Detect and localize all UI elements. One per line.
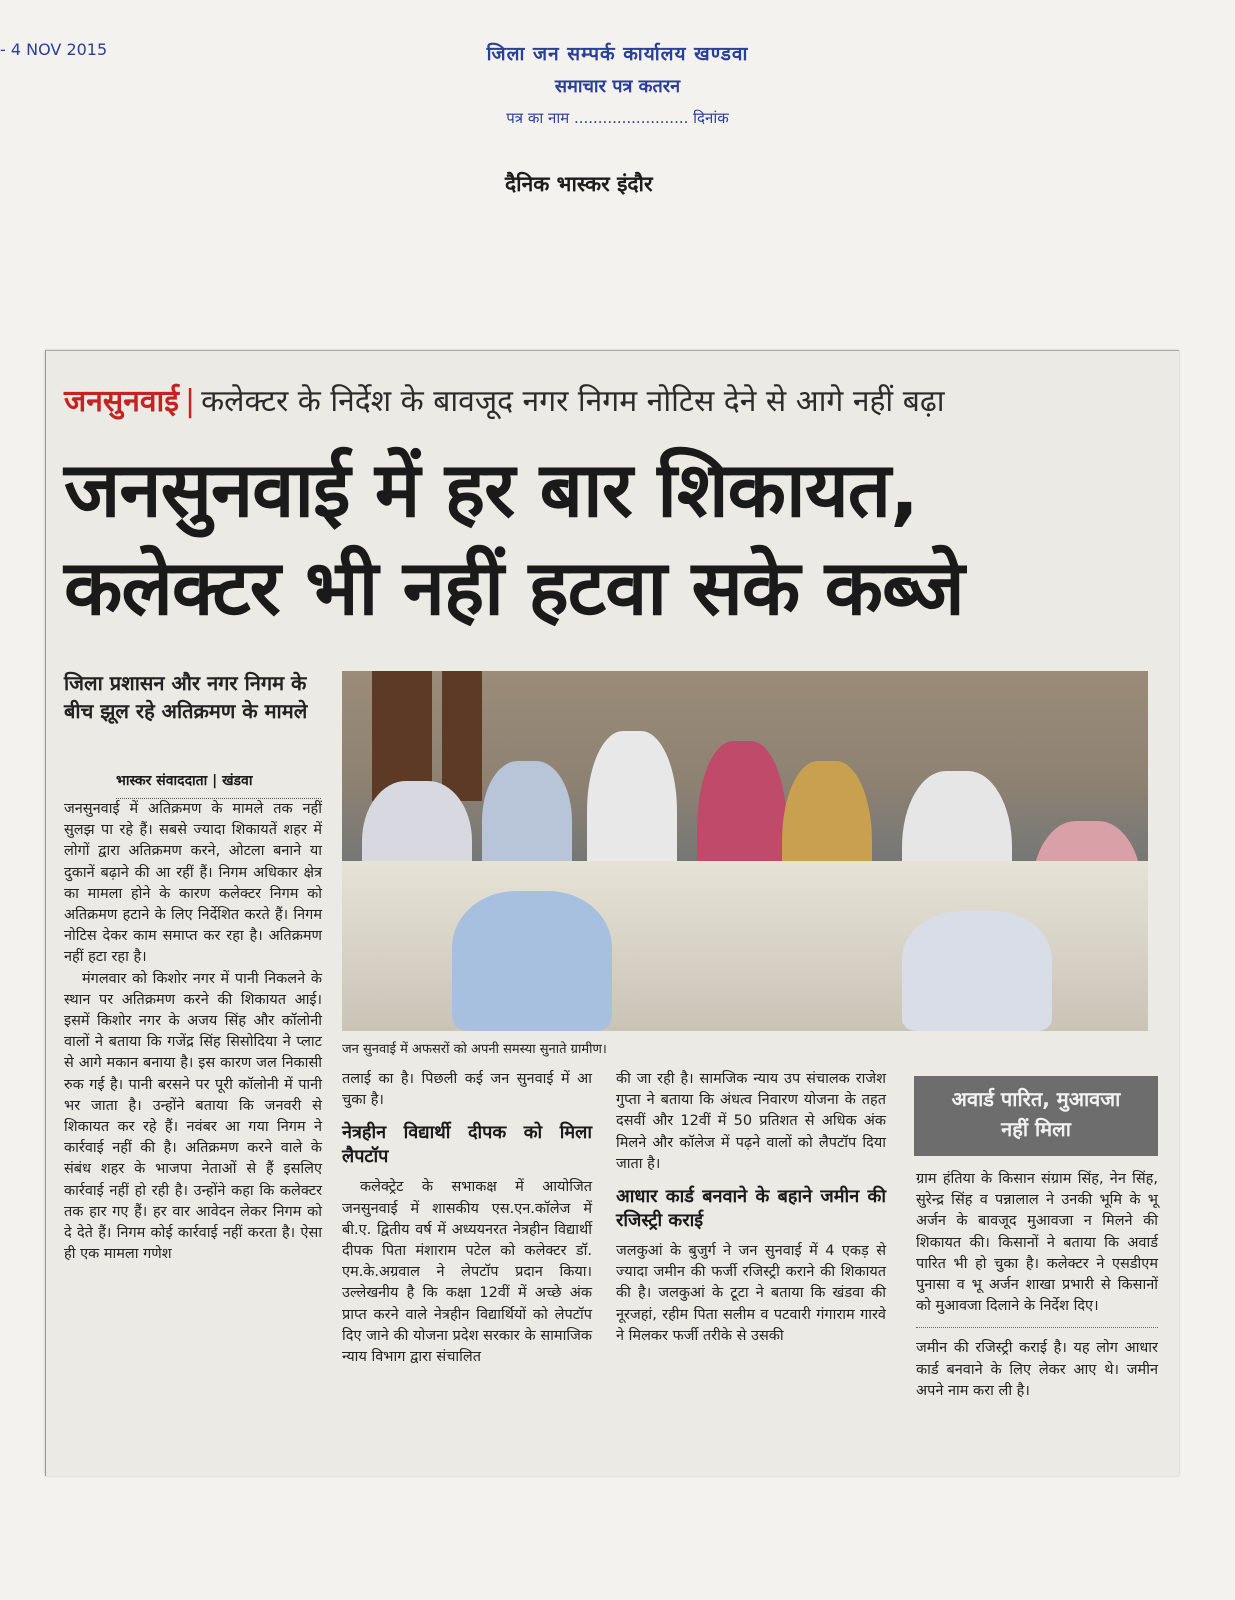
stamp-date: - 4 NOV 2015 (0, 40, 108, 59)
headline-line-1: जनसुनवाई में हर बार शिकायत, (64, 445, 918, 534)
column-2 (342, 1069, 592, 1368)
news-photo (342, 671, 1148, 1031)
stamp-paper-label: पत्र का नाम ........................ दिनांक (506, 109, 729, 127)
kicker: जनसुनवाई | कलेक्टर के निर्देश के बावजूद नगर निगम नोटिस देने से आगे नहीं बढ़ा (64, 384, 945, 419)
stamp-office: जिला जन सम्पर्क कार्यालय खण्डवा (486, 43, 749, 65)
paragraph: ग्राम हंतिया के किसान संग्राम सिंह, नेन सिंह, सुरेन्द्र सिंह व पन्नालाल ने उनकी भूमि के भू अर्जन के बावजूद मुआवजा न मिलने की शिकायत की। किसानों ने बताया कि अवार्ड पारित भी हो चुका है। कलेक्टर ने एसडीएम पुनासा व भू अर्जन शाखा प्रभारी से किसानों को मुआवजा दिलाने के निर्देश दिए। (916, 1171, 1158, 1315)
byline: भास्कर संवाददाता | खंडवा (116, 771, 321, 799)
deck: जिला प्रशासन और नगर निगम के बीच झूल रहे अतिक्रमण के मामले (64, 671, 308, 723)
divider (916, 1327, 1158, 1328)
subhead-aadhar: आधार कार्ड बनवाने के बहाने जमीन की रजिस्ट्री कराई (616, 1186, 886, 1232)
paragraph: की जा रही है। सामजिक न्याय उप संचालक राजेश गुप्ता ने बताया कि अंधत्व निवारण योजना के तहत दसवीं और 12वीं में 50 प्रतिशत से अधिक अंक मिलने और कॉलेज में पढ़ने वालों को लैपटॉप दिया जाता है। (616, 1071, 886, 1172)
column-3 (616, 1069, 886, 1347)
paragraph: मंगलवार को किशोर नगर में पानी निकलने के स्थान पर अतिक्रमण करने की शिकायत आई। इसमें किशोर नगर के अजय सिंह और कॉलोनी वालों ने बताया कि गजेंद्र सिंह सिसोदिया ने प्लाट से आगे मकान बनाया है। इस कारण जल निकासी रुक गई है। पानी बरसने पर पूरी कॉलोनी में पानी भर जाता है। उन्होंने बताया कि जनवरी से शिकायत कर रहे हैं। नवंबर आ गया निगम ने कार्रवाई नहीं की है। अतिक्रमण करने वाले के संबंध शहर के भाजपा नेताओं से हैं इसलिए कार्रवाई नहीं हो रही है। उन्होंने कहा कि कलेक्टर तक हार गए हैं। हर वार आवेदन लेकर निगम को दे देते हैं। निगम कोई कार्रवाई नहीं करता है। ऐसा ही एक मामला गणेश (64, 970, 322, 1263)
subhead-laptop: नेत्रहीन विद्यार्थी दीपक को मिला लैपटॉप (342, 1122, 592, 1168)
box-heading (914, 1076, 1158, 1156)
newspaper-clipping (45, 350, 1179, 1476)
paragraph: जमीन की रजिस्ट्री कराई है। यह लोग आधार कार्ड बनवाने के लिए लेकर आए थे। जमीन अपने नाम करा ली है। (916, 1340, 1158, 1399)
paper-name: दैनिक भास्कर इंदौर (505, 172, 653, 196)
box-heading-line-1: अवार्ड पारित, मुआवजा (951, 1087, 1121, 1111)
stamp-title: समाचार पत्र कतरन (554, 76, 681, 97)
paragraph: जलकुआं के बुजुर्ग ने जन सुनवाई में 4 एकड़ से ज्यादा जमीन की फर्जी रजिस्ट्री कराने की शिकायत की है। जलकुआं के टूटा ने बताया कि खंडवा की नूरजहां, रहीम पिता सलीम व पटवारी गंगाराम गारवे ने मिलकर फर्जी तरीके से उसकी (616, 1243, 886, 1344)
office-stamp (0, 40, 1235, 128)
photo-caption: जन सुनवाई में अफसरों को अपनी समस्या सुनाते ग्रामीण। (342, 1042, 607, 1057)
paragraph: जनसुनवाई में अतिक्रमण के मामले तक नहीं सुलझ पा रहे हैं। सबसे ज्यादा शिकायतें शहर में लोगों द्वारा अतिक्रमण करने, ओटला बनाने या दुकानें बढ़ाने की आ रहीं हैं। निगम अधिकार क्षेत्र का मामला होने के कारण कलेक्टर निगम को अतिक्रमण हटाने के लिए निर्देशित करते हैं। निगम नोटिस देकर काम समाप्त कर रहा है। अतिक्रमण नहीं हटा रहा है। (64, 801, 322, 966)
headline (64, 441, 1164, 637)
column-4 (916, 1169, 1158, 1402)
kicker-subtitle: कलेक्टर के निर्देश के बावजूद नगर निगम नोटिस देने से आगे नहीं बढ़ा (201, 384, 945, 419)
paragraph: तलाई का है। पिछली कई जन सुनवाई में आ चुका है। (342, 1071, 592, 1109)
kicker-tag: जनसुनवाई (64, 384, 180, 419)
headline-line-2: कलेक्टर भी नहीं हटवा सके कब्जे (64, 543, 964, 632)
paragraph: कलेक्ट्रेट के सभाकक्ष में आयोजित जनसुनवाई में शासकीय एस.एन.कॉलेज में बी.ए. द्वितीय वर्ष में अध्ययनरत नेत्रहीन विद्यार्थी दीपक पिता मंशाराम पटेल को कलेक्टर डॉ. एम.के.अग्रवाल ने लेपटॉप प्रदान किया। उल्लेखनीय है कि कक्षा 12वीं में अच्छे अंक प्राप्त करने वाले नेत्रहीन विद्यार्थियों को लेपटॉप दिए जाने की योजना प्रदेश सरकार के सामाजिक न्याय विभाग द्वारा संचालित (342, 1179, 592, 1366)
box-heading-line-2: नहीं मिला (1001, 1117, 1071, 1141)
column-1 (64, 799, 322, 1265)
